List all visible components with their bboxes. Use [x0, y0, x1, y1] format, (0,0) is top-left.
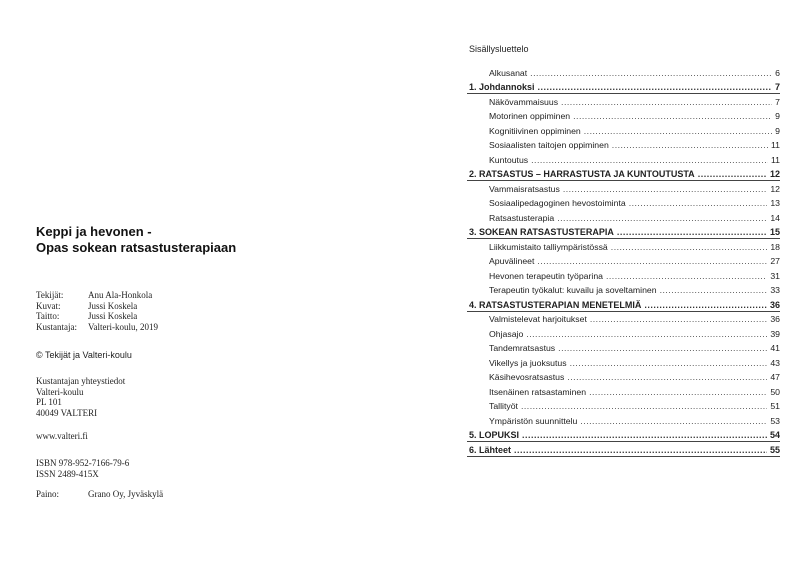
- toc-entry-page: 9: [775, 111, 780, 121]
- toc-dot-leader: [589, 387, 767, 399]
- credit-value: Anu Ala-Honkola: [88, 290, 153, 300]
- toc-entry-page: 53: [770, 415, 780, 426]
- credits-block: [36, 290, 158, 332]
- publisher-contact: [36, 376, 125, 418]
- credit-label: Tekijät:: [36, 290, 64, 300]
- toc-entry-page: 47: [770, 372, 780, 382]
- toc-dot-leader: [526, 329, 767, 341]
- right-page: [400, 0, 800, 568]
- toc-entry-page: 54: [769, 430, 780, 440]
- toc-dot-leader: [698, 169, 767, 181]
- toc-entry[interactable]: [467, 399, 780, 414]
- toc-dot-leader: [521, 401, 767, 413]
- toc-entry[interactable]: [467, 254, 780, 269]
- toc-entry-page: 15: [769, 227, 780, 237]
- toc-entry[interactable]: [467, 239, 780, 254]
- contact-line: PL 101: [36, 397, 62, 407]
- toc-dot-leader: [612, 140, 768, 152]
- toc-dot-leader: [531, 155, 768, 167]
- isbn-block: [36, 458, 129, 479]
- toc-entry-title: 6. Lähteet: [469, 444, 512, 455]
- credit-label: Kuvat:: [36, 300, 61, 311]
- toc-entry[interactable]: [467, 442, 780, 457]
- toc-entry-title: Terapeutin työkalut: kuvailu ja soveltaminen: [489, 285, 657, 295]
- toc-heading: Sisällysluettelo: [469, 44, 529, 54]
- toc-entry[interactable]: [467, 123, 780, 138]
- isbn-number: ISBN 978-952-7166-79-6: [36, 458, 130, 468]
- toc-entry-title: 4. RATSASTUSTERAPIAN MENETELMIÄ: [469, 299, 642, 310]
- book-title-line1: Keppi ja hevonen -: [36, 224, 152, 239]
- toc-entry-title: Tallityöt: [489, 401, 518, 411]
- credit-value: Valteri-koulu, 2019: [88, 321, 158, 332]
- toc-entry-title: Alkusanat: [489, 67, 528, 78]
- toc-entry-title: Ratsastusterapia: [489, 212, 555, 223]
- toc-entry-title: 1. Johdannoksi: [469, 82, 535, 92]
- toc-entry[interactable]: [467, 283, 780, 298]
- toc-dot-leader: [584, 126, 772, 138]
- toc-entry[interactable]: [467, 355, 780, 370]
- toc-entry-page: 11: [770, 140, 780, 150]
- toc-entry-title: Liikkumistaito talliympäristössä: [489, 241, 608, 252]
- toc-entry-page: 13: [770, 198, 780, 208]
- toc-dot-leader: [538, 82, 772, 94]
- toc-entry[interactable]: [467, 297, 780, 312]
- toc-entry-page: 33: [770, 285, 780, 295]
- toc-entry[interactable]: [467, 384, 780, 399]
- toc-entry-title: Käsihevosratsastus: [489, 372, 565, 382]
- toc-entry-page: 7: [774, 82, 780, 92]
- toc-entry-page: 11: [770, 154, 780, 165]
- printer-label: Paino:: [36, 489, 60, 499]
- toc-dot-leader: [644, 300, 767, 312]
- toc-entry[interactable]: [467, 94, 780, 109]
- book-title: [36, 224, 236, 256]
- toc-entry-title: Tandemratsastus: [489, 343, 556, 353]
- toc-entry-title: Valmistelevat harjoitukset: [489, 314, 587, 324]
- toc-entry[interactable]: [467, 225, 780, 240]
- website-link[interactable]: www.valteri.fi: [36, 431, 88, 441]
- toc-dot-leader: [660, 285, 768, 297]
- toc-entry-title: Vammaisratsastus: [489, 183, 560, 194]
- credit-value: Jussi Koskela: [88, 300, 138, 311]
- credit-row: [36, 311, 158, 322]
- toc-entry-page: 36: [769, 299, 780, 310]
- toc-dot-leader: [629, 198, 768, 210]
- toc-entry-title: 2. RATSASTUS – HARRASTUSTA JA KUNTOUTUSTA: [469, 169, 695, 179]
- table-of-contents: [467, 65, 780, 457]
- toc-entry[interactable]: [467, 268, 780, 283]
- toc-entry[interactable]: [467, 181, 780, 196]
- toc-entry-page: 43: [770, 357, 780, 368]
- toc-entry[interactable]: [467, 413, 780, 428]
- toc-dot-leader: [617, 227, 767, 239]
- toc-entry[interactable]: [467, 109, 780, 124]
- toc-entry-page: 14: [770, 212, 780, 223]
- toc-entry-page: 9: [775, 125, 780, 136]
- toc-entry-page: 31: [770, 270, 780, 281]
- credit-label: Kustantaja:: [36, 321, 77, 332]
- toc-dot-leader: [558, 343, 767, 355]
- toc-entry-page: 36: [770, 314, 780, 324]
- credit-row: [36, 301, 158, 312]
- issn-number: ISSN 2489-415X: [36, 468, 99, 479]
- toc-entry-page: 50: [770, 386, 780, 397]
- toc-entry-title: Ohjasajo: [489, 328, 524, 339]
- toc-entry-page: 51: [770, 401, 780, 411]
- toc-entry[interactable]: [467, 326, 780, 341]
- toc-entry-title: 5. LOPUKSI: [469, 430, 520, 440]
- toc-entry-page: 55: [769, 444, 780, 455]
- credit-label: Taitto:: [36, 311, 60, 321]
- toc-entry[interactable]: [467, 341, 780, 356]
- toc-entry-title: Sosiaalipedagoginen hevostoiminta: [489, 198, 626, 208]
- toc-dot-leader: [561, 97, 772, 109]
- toc-entry[interactable]: [467, 428, 780, 443]
- toc-entry-page: 18: [770, 241, 780, 252]
- credit-row: [36, 322, 158, 333]
- toc-dot-leader: [563, 184, 768, 196]
- toc-entry-title: Ympäristön suunnittelu: [489, 415, 578, 426]
- toc-entry-page: 7: [775, 96, 780, 107]
- toc-entry-title: Apuvälineet: [489, 256, 535, 266]
- contact-line: 40049 VALTERI: [36, 407, 98, 418]
- toc-entry-title: Kuntoutus: [489, 154, 529, 165]
- toc-entry[interactable]: [467, 210, 780, 225]
- toc-entry[interactable]: [467, 167, 780, 182]
- toc-dot-leader: [557, 213, 767, 225]
- book-title-line2: Opas sokean ratsastusterapiaan: [36, 240, 237, 255]
- toc-entry[interactable]: [467, 370, 780, 385]
- contact-heading: Kustantajan yhteystiedot: [36, 376, 126, 386]
- toc-entry[interactable]: [467, 196, 780, 211]
- toc-entry-title: 3. SOKEAN RATSASTUSTERAPIA: [469, 227, 614, 237]
- credit-row: [36, 290, 158, 301]
- toc-entry-title: Motorinen oppiminen: [489, 111, 571, 121]
- toc-dot-leader: [522, 430, 767, 442]
- toc-entry-page: 39: [770, 328, 780, 339]
- toc-entry[interactable]: [467, 312, 780, 327]
- toc-entry-title: Sosiaalisten taitojen oppiminen: [489, 140, 609, 150]
- toc-entry-title: Itsenäinen ratsastaminen: [489, 386, 587, 397]
- toc-entry[interactable]: [467, 80, 780, 95]
- toc-dot-leader: [573, 111, 772, 123]
- toc-entry[interactable]: [467, 138, 780, 153]
- printer-info: [36, 489, 163, 500]
- toc-dot-leader: [606, 271, 767, 283]
- toc-entry-page: 41: [770, 343, 780, 353]
- contact-line: Valteri-koulu: [36, 386, 84, 397]
- toc-dot-leader: [530, 68, 772, 80]
- toc-entry-page: 6: [775, 67, 780, 78]
- toc-entry-page: 12: [769, 169, 780, 179]
- toc-dot-leader: [514, 445, 767, 457]
- credit-value: Jussi Koskela: [88, 311, 138, 321]
- toc-entry-page: 12: [770, 183, 780, 194]
- toc-dot-leader: [611, 242, 768, 254]
- copyright-notice: © Tekijät ja Valteri-koulu: [36, 350, 132, 360]
- toc-dot-leader: [537, 256, 767, 268]
- printer-value: Grano Oy, Jyväskylä: [88, 489, 164, 499]
- toc-dot-leader: [570, 358, 768, 370]
- toc-entry-title: Vikellys ja juoksutus: [489, 357, 567, 368]
- toc-dot-leader: [567, 372, 767, 384]
- toc-entry-page: 27: [770, 256, 780, 266]
- toc-dot-leader: [590, 314, 767, 326]
- toc-entry-title: Näkövammaisuus: [489, 96, 559, 107]
- toc-entry[interactable]: [467, 65, 780, 80]
- toc-dot-leader: [580, 416, 767, 428]
- toc-entry-title: Kognitiivinen oppiminen: [489, 125, 581, 136]
- toc-entry-title: Hevonen terapeutin työparina: [489, 270, 603, 281]
- toc-entry[interactable]: [467, 152, 780, 167]
